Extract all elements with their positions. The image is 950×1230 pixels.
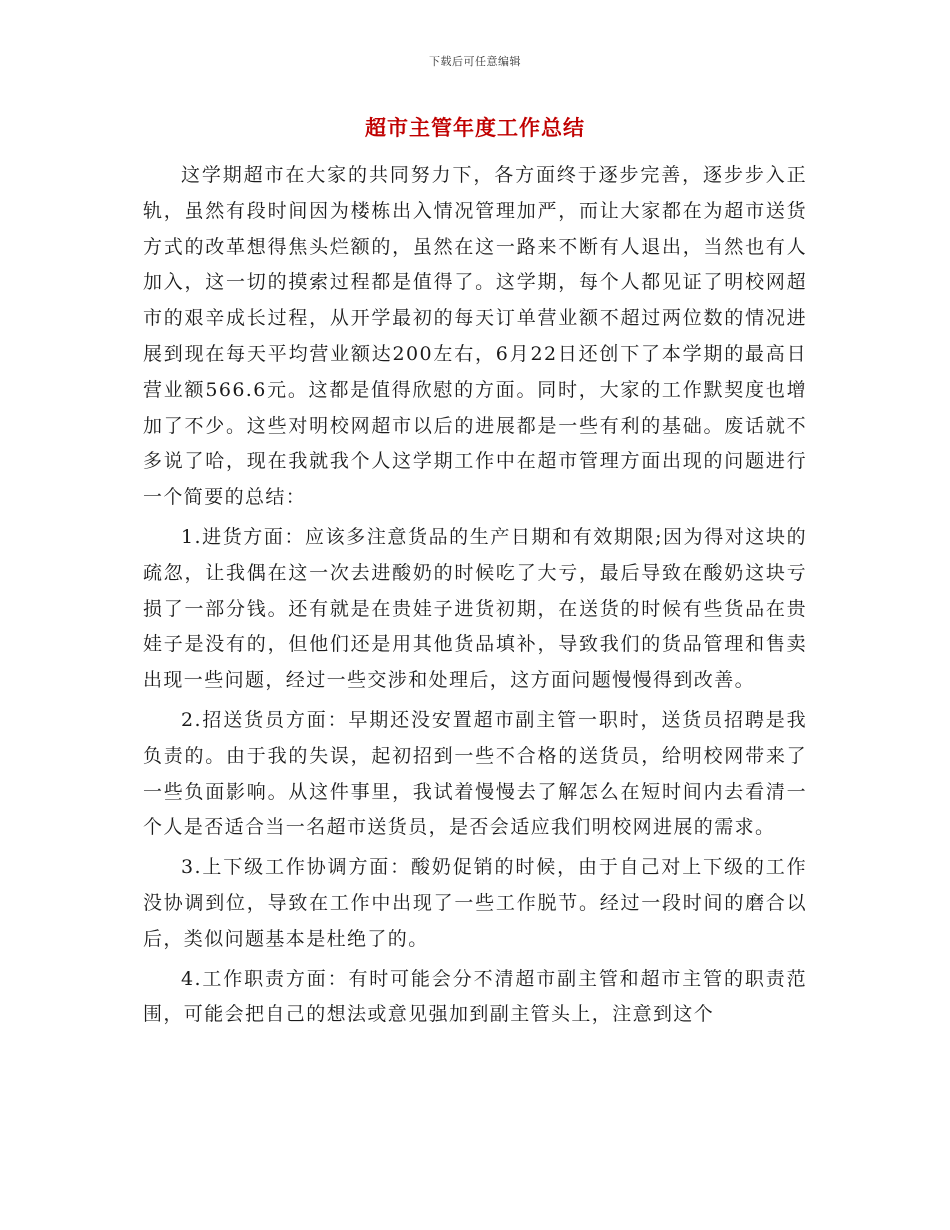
document-body <box>143 158 807 1037</box>
document-title: 超市主管年度工作总结 <box>365 115 585 140</box>
point-2-paragraph: 2.招送货员方面：早期还没安置超市副主管一职时，送货员招聘是我负责的。由于我的失误，起初招到一些不合格的送货员，给明校网带来了一些负面影响。从这件事里，我试着慢慢去了解怎么在短时间内去看清一个人是否适合当一名超市送货员，是否会适应我们明校网进展的需求。 <box>143 708 807 839</box>
point-4-paragraph: 4.工作职责方面：有时可能会分不清超市副主管和超市主管的职责范围，可能会把自己的想法或意见强加到副主管头上，注意到这个 <box>143 967 807 1026</box>
header-note: 下载后可任意编辑 <box>429 55 521 68</box>
point-1-paragraph: 1.进货方面：应该多注意货品的生产日期和有效期限;因为得对这块的疏忽，让我偶在这一次去进酸奶的时候吃了大亏，最后导致在酸奶这块亏损了一部分钱。还有就是在贵娃子进货初期，在送货的时候有些货品在贵娃子是没有的，但他们还是用其他货品填补，导致我们的货品管理和售卖出现一些问题，经过一些交涉和处理后，这方面问题慢慢得到改善。 <box>143 525 807 692</box>
intro-paragraph: 这学期超市在大家的共同努力下，各方面终于逐步完善，逐步步入正轨，虽然有段时间因为楼栋出入情况管理加严，而让大家都在为超市送货方式的改革想得焦头烂额的，虽然在这一路来不断有人退出，当然也有人加入，这一切的摸索过程都是值得了。这学期，每个人都见证了明校网超市的艰辛成长过程，从开学最初的每天订单营业额不超过两位数的情况进展到现在每天平均营业额达200左右，6月22日还创下了本学期的最高日营业额566.6元。这都是值得欣慰的方面。同时，大家的工作默契度也增加了不少。这些对明校网超市以后的进展都是一些有利的基础。废话就不多说了哈，现在我就我个人这学期工作中在超市管理方面出现的问题进行一个简要的总结： <box>143 164 807 509</box>
point-3-paragraph: 3.上下级工作协调方面：酸奶促销的时候，由于自己对上下级的工作没协调到位，导致在工作中出现了一些工作脱节。经过一段时间的磨合以后，类似问题基本是杜绝了的。 <box>143 856 807 950</box>
